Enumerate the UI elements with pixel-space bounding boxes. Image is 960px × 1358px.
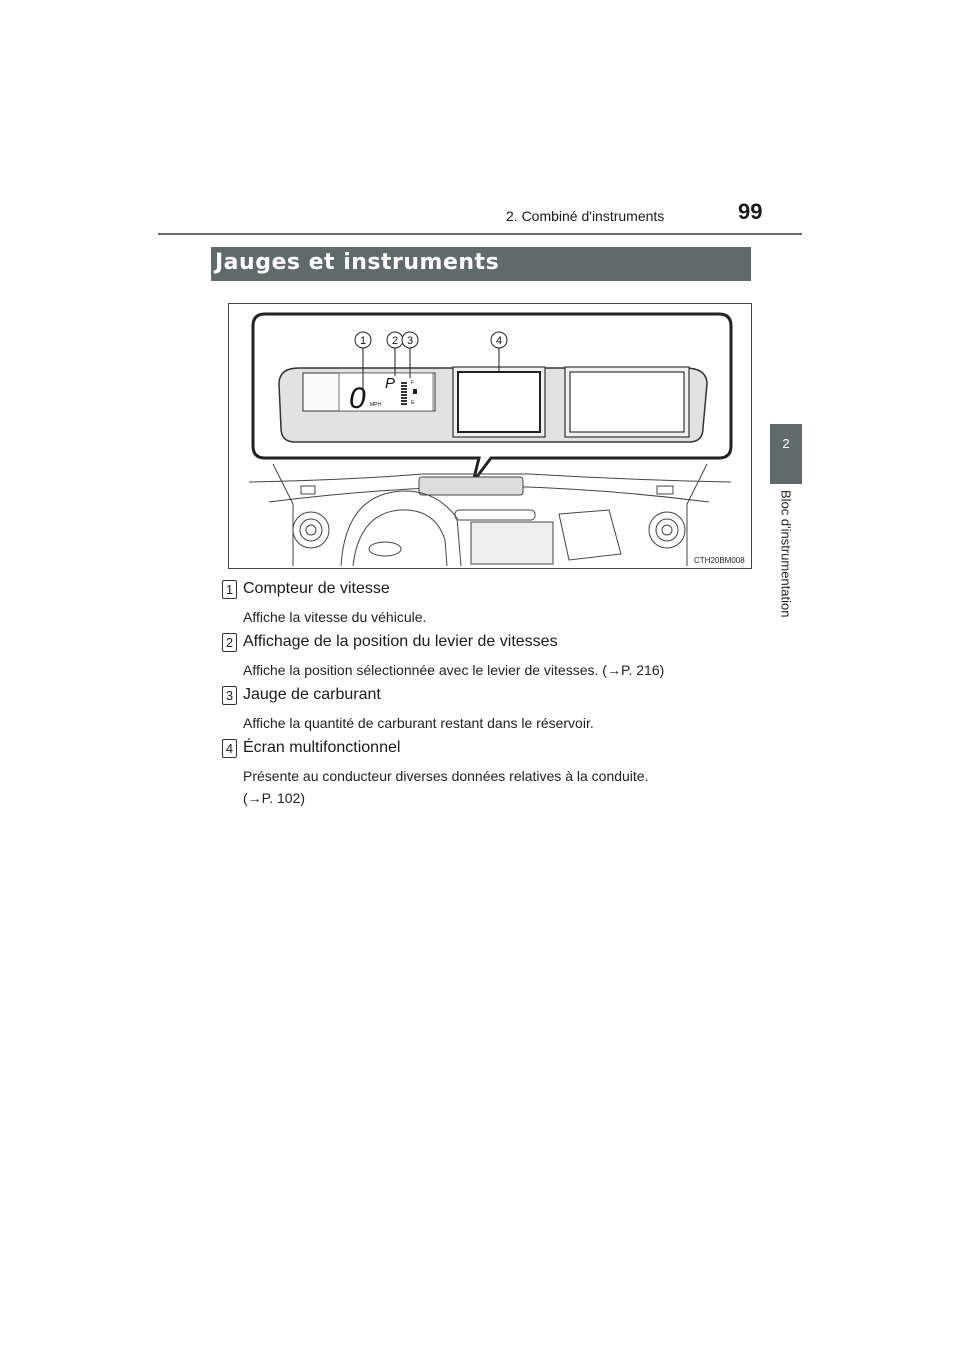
fuel-empty-label: E bbox=[411, 400, 415, 406]
header-divider bbox=[158, 233, 802, 235]
item-3-title: Jauge de carburant bbox=[243, 686, 381, 703]
item-4-reference[interactable]: (→P. 102) bbox=[243, 790, 305, 806]
speed-value: 0 bbox=[349, 382, 366, 415]
item-1-title: Compteur de vitesse bbox=[243, 580, 390, 597]
callout-3-label: 3 bbox=[406, 335, 414, 347]
callout-4-label: 4 bbox=[495, 335, 503, 347]
item-1-number: 1 bbox=[222, 580, 237, 599]
callout-2-label: 2 bbox=[391, 335, 399, 347]
right-display bbox=[570, 372, 684, 432]
instrument-cluster-illustration bbox=[228, 303, 752, 569]
callout-1-label: 1 bbox=[359, 335, 367, 347]
shift-position: P bbox=[385, 375, 396, 392]
chapter-tab-number: 2 bbox=[782, 436, 790, 451]
item-1-description: Affiche la vitesse du véhicule. bbox=[243, 609, 427, 625]
item-3-description: Affiche la quantité de carburant restant dans le réservoir. bbox=[243, 715, 594, 731]
item-2-number: 2 bbox=[222, 633, 237, 652]
dashboard-scene bbox=[249, 464, 731, 566]
section-title: Jauges et instruments bbox=[215, 250, 500, 275]
item-2-description: Affiche la position sélectionnée avec le levier de vitesses. (→P. 216) bbox=[243, 662, 665, 678]
fuel-full-label: F bbox=[411, 380, 415, 386]
fuel-pump-icon bbox=[413, 389, 417, 394]
page-number: 99 bbox=[738, 199, 763, 224]
item-3-number: 3 bbox=[222, 686, 237, 705]
item-4-title: Écran multifonctionnel bbox=[243, 739, 401, 756]
figure-code: CTH20BM008 bbox=[694, 556, 745, 565]
item-4-number: 4 bbox=[222, 739, 237, 758]
item-2-title: Affichage de la position du levier de vitesses bbox=[243, 633, 558, 650]
chapter-tab[interactable] bbox=[770, 424, 802, 484]
chapter-tab-label: Bloc d'instrumentation bbox=[778, 490, 794, 618]
center-display bbox=[458, 372, 540, 432]
chapter-heading: 2. Combiné d'instruments bbox=[506, 208, 665, 224]
speed-unit: MPH bbox=[370, 402, 382, 408]
item-4-description: Présente au conducteur diverses données relatives à la conduite. bbox=[243, 768, 649, 784]
